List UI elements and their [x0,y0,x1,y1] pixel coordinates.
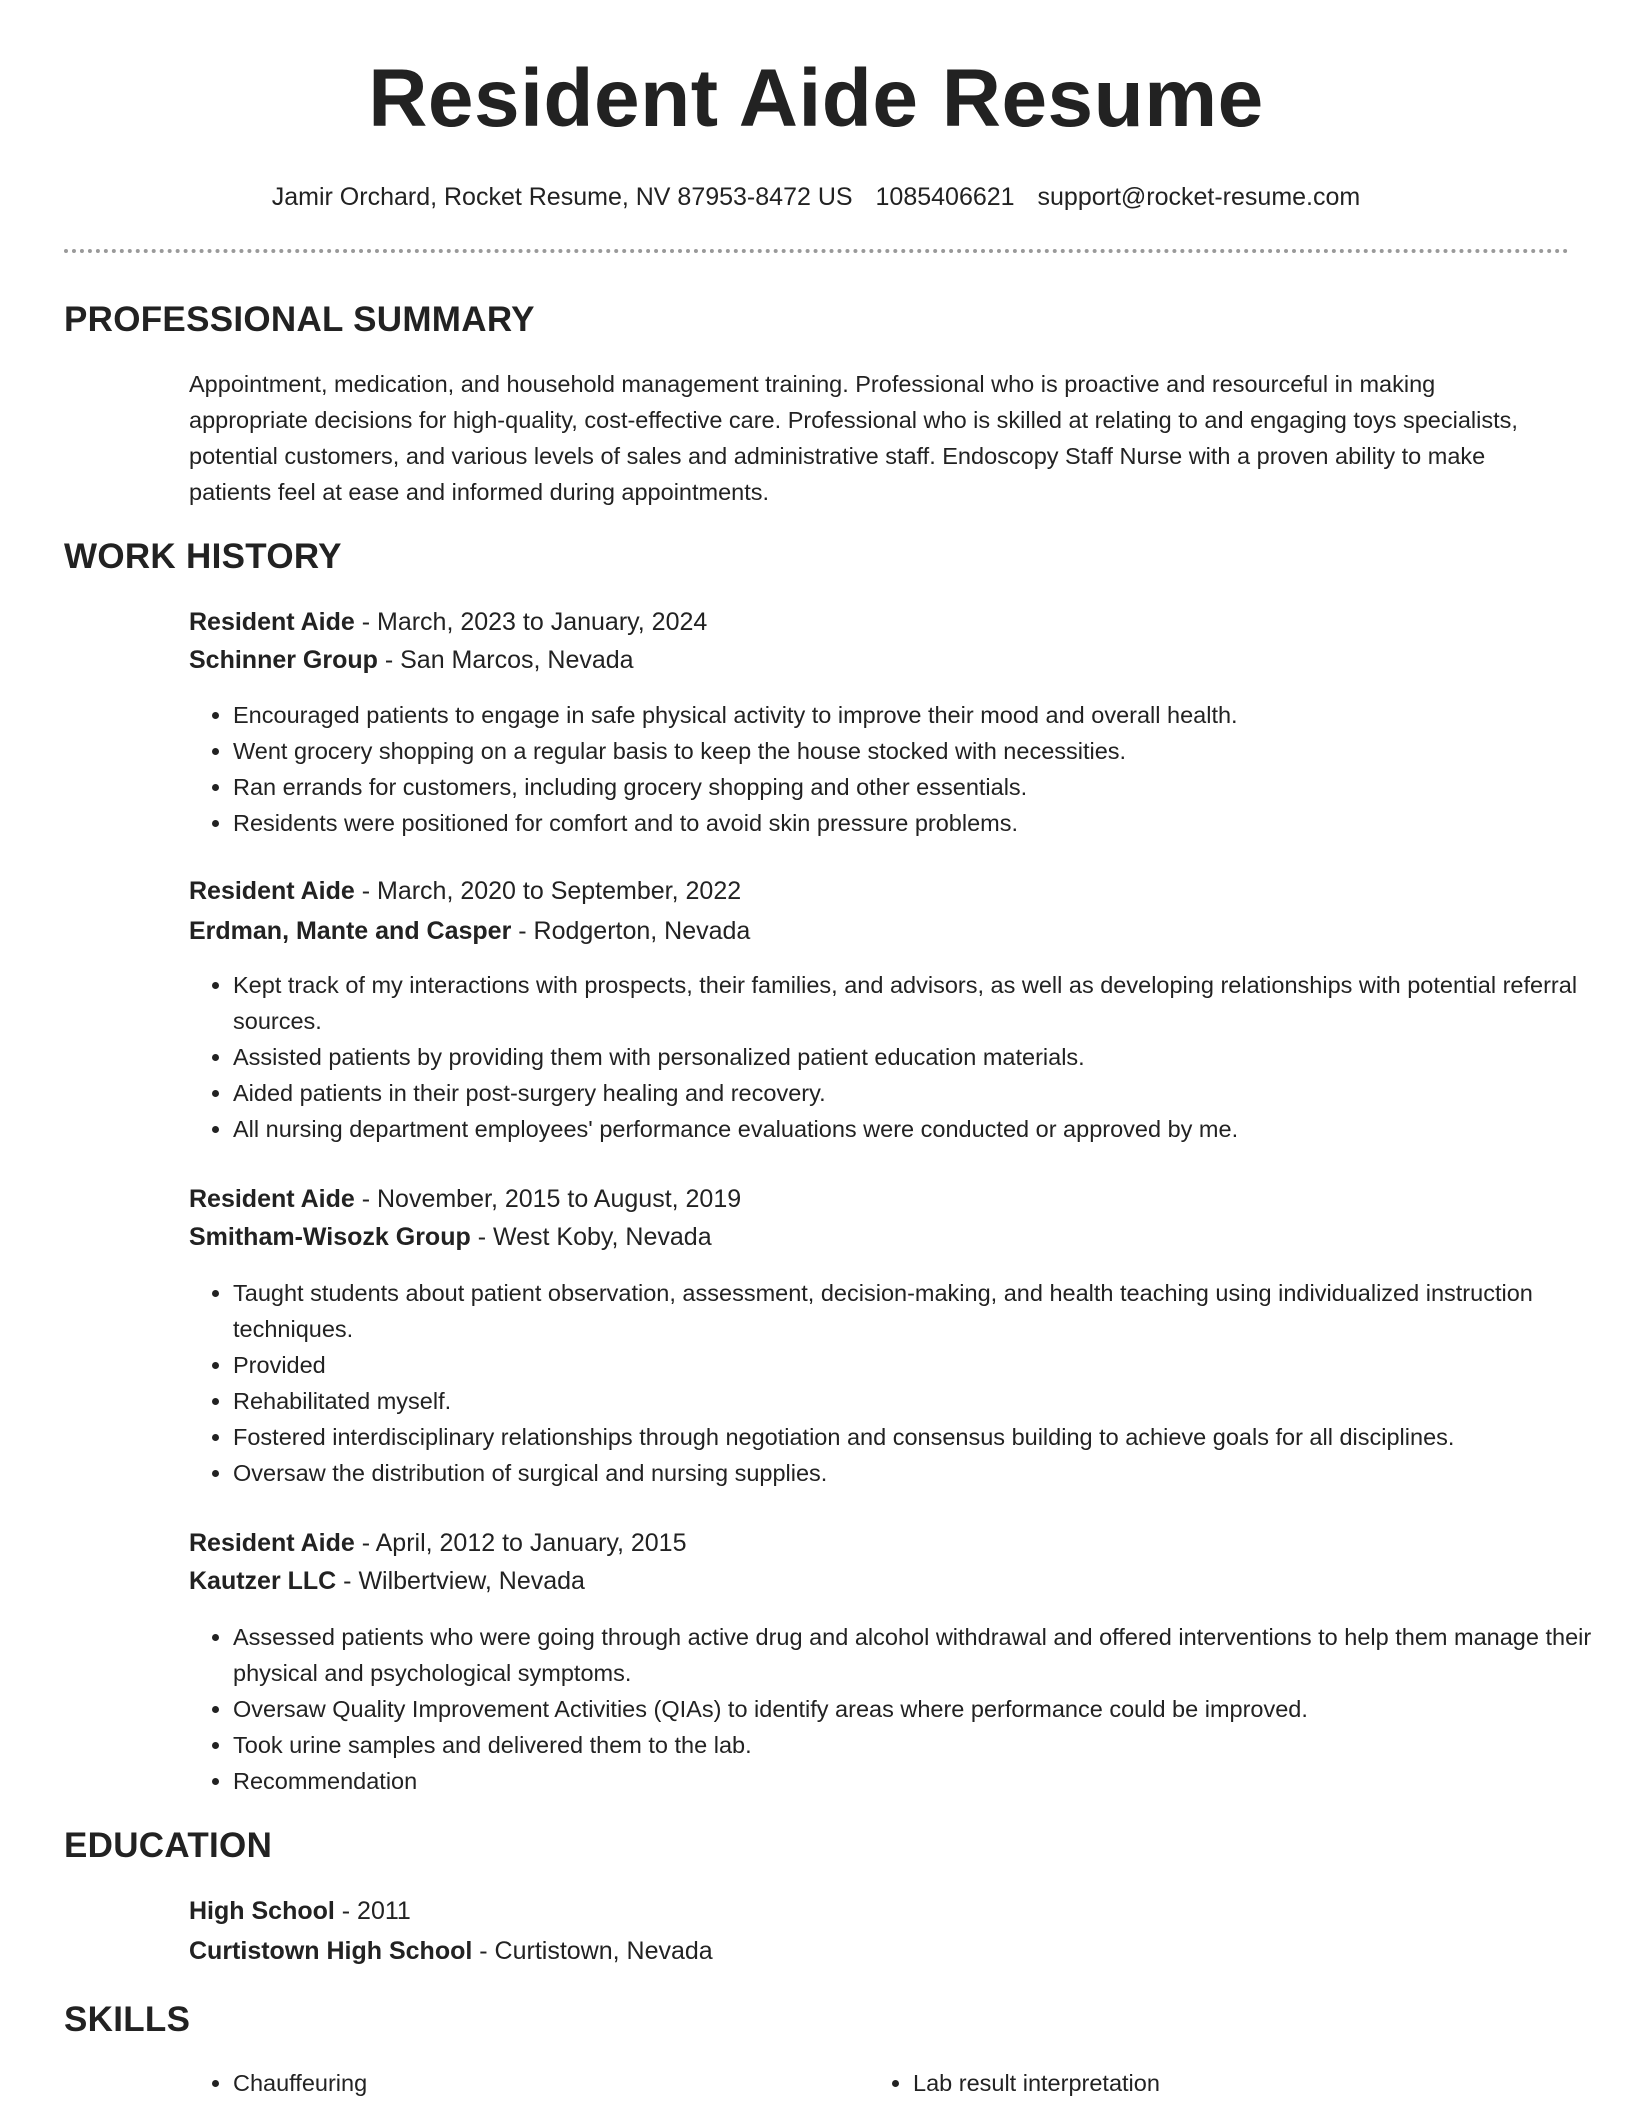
header-divider [64,249,1569,253]
job-company-line [189,646,634,675]
job-location: - San Marcos, Nevada [377,646,634,674]
list-item: • Oversaw Quality Improvement Activities (QIAs) to identify areas where performance could be improved. [233,1691,1603,1727]
job-bullets [189,967,1603,1147]
education-heading: EDUCATION [64,1826,273,1865]
education-year: - 2011 [334,1897,411,1925]
job-location: - Rodgerton, Nevada [511,917,751,945]
education-school-line [189,1937,713,1966]
job-location: - West Koby, Nevada [470,1223,712,1251]
job-company: Erdman, Mante and Casper [189,917,512,945]
contact-phone: 1085406621 [875,183,1015,211]
job-bullets [189,1619,1603,1799]
list-item: • Took urine samples and delivered them to the lab. [233,1727,1603,1763]
job-company-line [189,1223,712,1252]
education-degree: High School [189,1897,335,1925]
job-title: Resident Aide [189,877,355,905]
job-title-line [189,1529,686,1558]
list-item: • Chauffeuring [233,2065,853,2101]
summary-text: Appointment, medication, and household management training. Professional who is proactive and resourceful in making appropriate decisions for high-quality, cost-effective care. Professional who is skilled at relating to and engaging toys specialists, potential customers, and various levels of sales and administrative staff. Endoscopy Staff Nurse with a proven ability to make patients feel at ease and informed during appointments. [189,371,1518,505]
list-item: • Residents were positioned for comfort and to avoid skin pressure problems. [233,805,1603,841]
list-item: • Lab result interpretation [913,2065,1533,2101]
job-dates: - March, 2020 to September, 2022 [354,877,742,905]
list-item: • Rehabilitated myself. [233,1383,1603,1419]
contact-line [0,183,1632,212]
education-degree-line [189,1897,411,1926]
job-title-line [189,608,707,637]
job-title-line [189,877,741,906]
list-item: • Assessed patients who were going through active drug and alcohol withdrawal and offered interventions to help them manage their physical and psychological symptoms. [233,1619,1603,1691]
skills-list-right [869,2065,1533,2101]
list-item: • Assisted patients by providing them with personalized patient education materials. [233,1039,1603,1075]
job-title: Resident Aide [189,608,355,636]
list-item: • Fostered interdisciplinary relationships through negotiation and consensus building to achieve goals for all disciplines. [233,1419,1603,1455]
list-item: • Kept track of my interactions with prospects, their families, and advisors, as well as developing relationships with potential referral sources. [233,967,1603,1039]
list-item: • All nursing department employees' performance evaluations were conducted or approved by me. [233,1111,1603,1147]
job-bullets [189,697,1603,841]
job-title: Resident Aide [189,1529,355,1557]
job-dates: - March, 2023 to January, 2024 [354,608,708,636]
list-item: • Went grocery shopping on a regular basis to keep the house stocked with necessities. [233,733,1603,769]
skills-list-left [189,2065,853,2101]
work-history-heading: WORK HISTORY [64,537,342,576]
list-item: • Encouraged patients to engage in safe physical activity to improve their mood and overall health. [233,697,1603,733]
list-item: • Provided [233,1347,1603,1383]
contact-email[interactable]: support@rocket-resume.com [1037,183,1361,211]
job-company: Kautzer LLC [189,1567,337,1595]
resume-title: Resident Aide Resume [368,53,1264,144]
job-company-line [189,1567,585,1596]
summary-heading: PROFESSIONAL SUMMARY [64,300,535,339]
job-dates: - April, 2012 to January, 2015 [354,1529,687,1557]
education-school: Curtistown High School [189,1937,473,1965]
job-company-line [189,917,750,946]
job-dates: - November, 2015 to August, 2019 [354,1185,742,1213]
job-title-line [189,1185,741,1214]
job-company: Smitham-Wisozk Group [189,1223,471,1251]
list-item: • Taught students about patient observation, assessment, decision-making, and health teaching using individualized instruction techniques. [233,1275,1603,1347]
job-company: Schinner Group [189,646,378,674]
list-item: • Ran errands for customers, including grocery shopping and other essentials. [233,769,1603,805]
job-title: Resident Aide [189,1185,355,1213]
job-bullets [189,1275,1603,1491]
list-item: • Aided patients in their post-surgery healing and recovery. [233,1075,1603,1111]
skills-heading: SKILLS [64,2000,191,2039]
list-item: • Recommendation [233,1763,1603,1799]
education-location: - Curtistown, Nevada [472,1937,713,1965]
list-item: • Oversaw the distribution of surgical and nursing supplies. [233,1455,1603,1491]
contact-address: Jamir Orchard, Rocket Resume, NV 87953-8472 US [271,183,853,211]
job-location: - Wilbertview, Nevada [336,1567,585,1595]
